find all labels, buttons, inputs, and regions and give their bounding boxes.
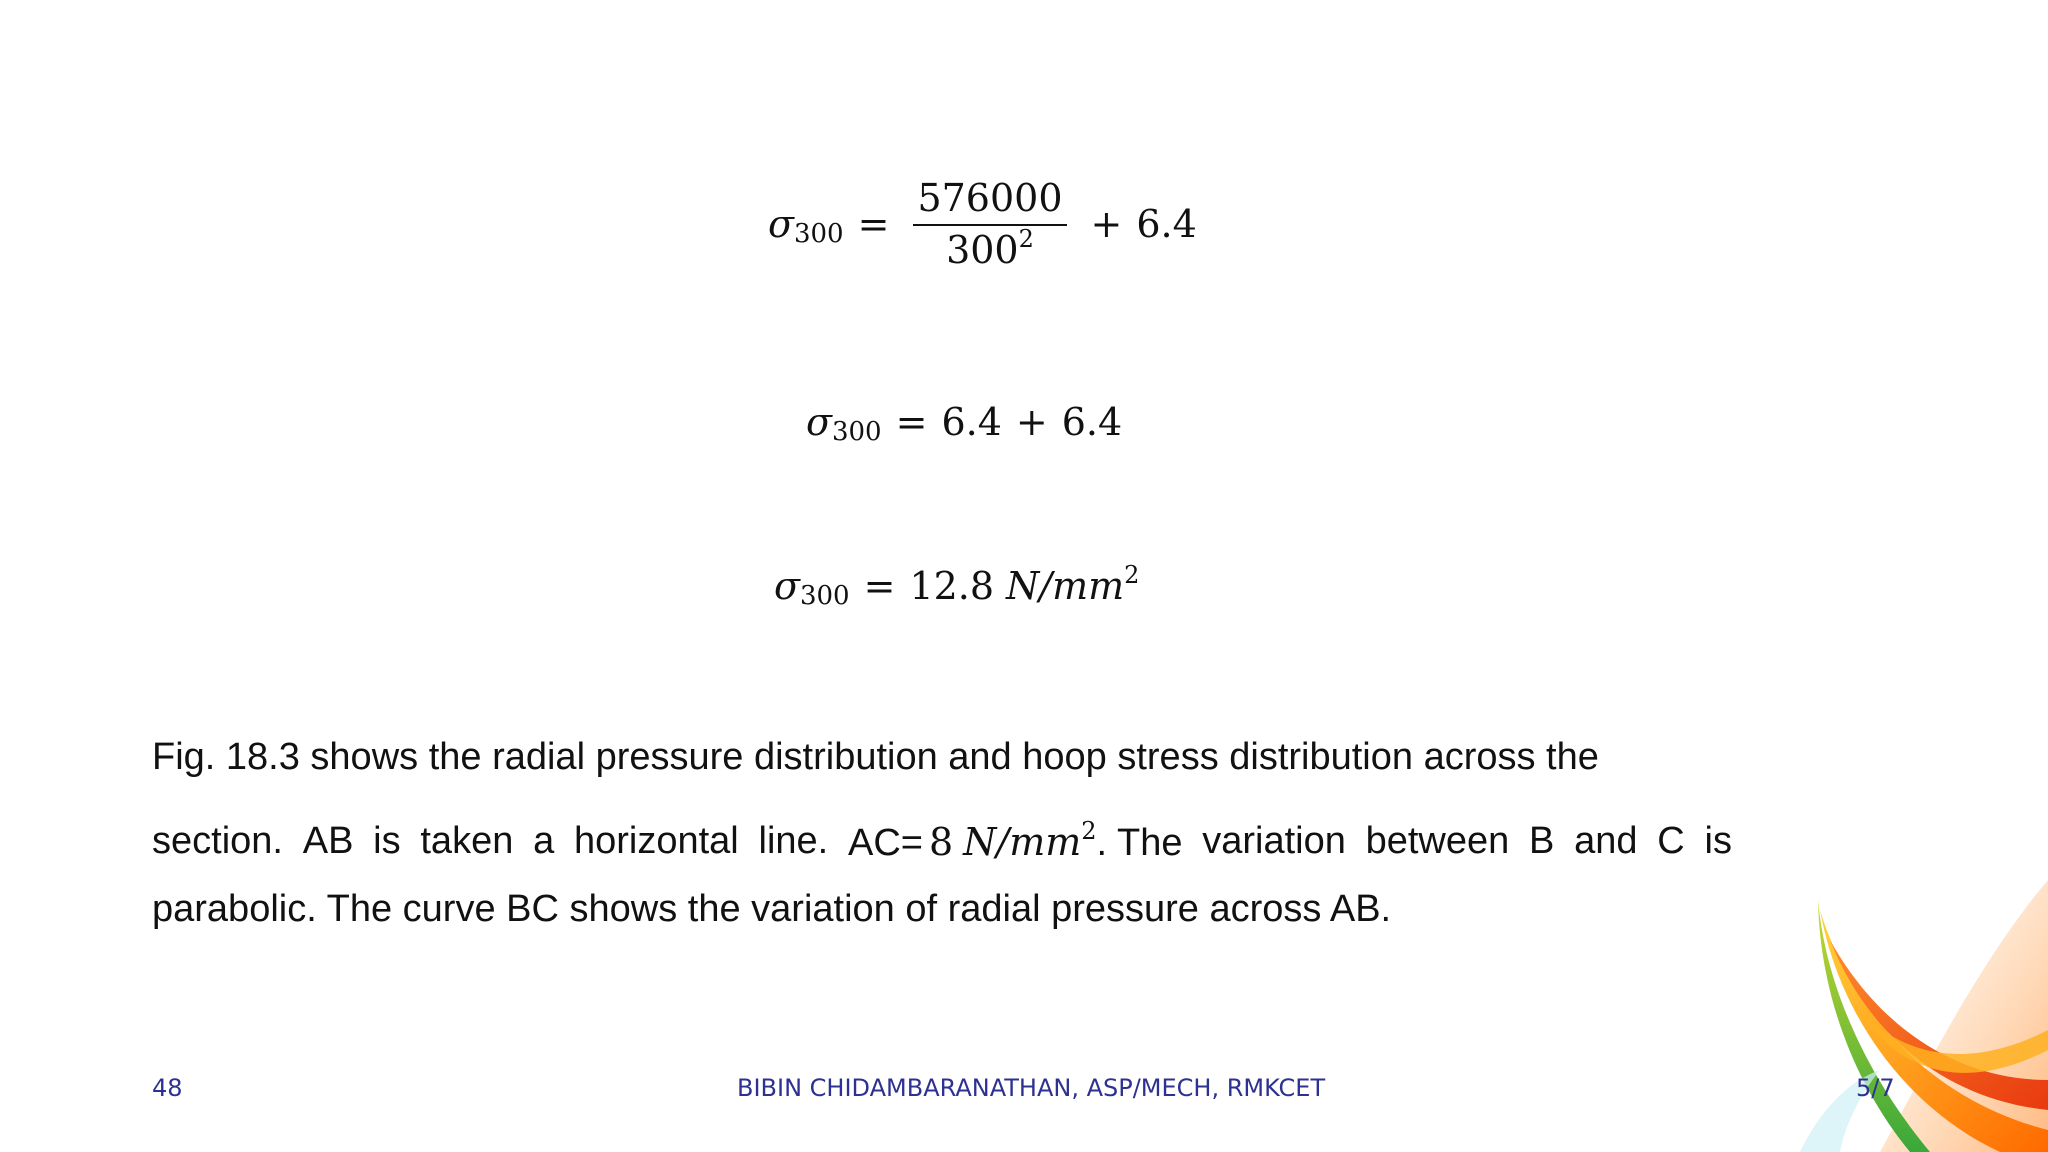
sigma-subscript: 300 (793, 219, 844, 249)
word: a (533, 820, 555, 862)
ac-expression (847, 817, 1183, 865)
equation-3 (774, 561, 1140, 611)
word: and (1574, 820, 1638, 862)
word: B (1529, 820, 1555, 862)
fraction-denominator (946, 226, 1034, 272)
plus-sign: + (1090, 202, 1123, 246)
footer-slide-ref: 5/7 (1856, 1074, 1895, 1102)
word: . The (1096, 822, 1183, 864)
footer-page-number: 48 (152, 1074, 183, 1102)
equation-2 (806, 400, 1123, 447)
word: section. (152, 820, 283, 862)
paragraph-line-2 (152, 817, 1732, 865)
sigma-symbol: σ (806, 400, 832, 444)
paragraph-line-3: parabolic. The curve BC shows the variation of radial pressure across AB. (152, 888, 1392, 930)
word: taken (420, 820, 514, 862)
sigma-symbol: σ (774, 564, 800, 608)
plus-sign: + (1015, 400, 1048, 444)
word: is (1704, 820, 1732, 862)
equals-sign: = (895, 400, 928, 444)
decorative-swoosh (1760, 880, 2048, 1152)
paragraph-line-1: Fig. 18.3 shows the radial pressure distribution and hoop stress distribution across the (152, 736, 1599, 778)
word: between (1365, 820, 1510, 862)
word: variation (1202, 820, 1346, 862)
unit-exponent: 2 (1124, 561, 1140, 589)
fraction-numerator: 576000 (913, 176, 1066, 226)
sigma-subscript: 300 (799, 581, 850, 611)
fraction (913, 176, 1066, 272)
ac-label: AC= (847, 822, 923, 864)
term-2: 6.4 (1061, 400, 1123, 444)
denominator-base: 300 (946, 228, 1019, 272)
ac-unit: N/mm (963, 820, 1082, 864)
addend: 6.4 (1136, 202, 1197, 246)
denominator-exponent: 2 (1018, 225, 1034, 253)
word: is (373, 820, 401, 862)
equals-sign: = (863, 564, 896, 608)
word: C (1657, 820, 1685, 862)
unit-text: N/mm (1006, 564, 1125, 608)
sigma-subscript: 300 (831, 417, 882, 447)
result-unit (1006, 561, 1140, 608)
equation-1 (768, 176, 1197, 272)
word: line. (758, 820, 829, 862)
word: horizontal (573, 820, 739, 862)
equals-sign: = (857, 202, 890, 246)
result-value: 12.8 (909, 564, 995, 608)
word: AB (302, 820, 354, 862)
footer-author: BIBIN CHIDAMBARANATHAN, ASP/MECH, RMKCET (737, 1074, 1326, 1102)
term-1: 6.4 (941, 400, 1002, 444)
ac-unit-exponent: 2 (1081, 817, 1097, 845)
ac-value: 8 (928, 820, 954, 864)
sigma-symbol: σ (768, 202, 794, 246)
